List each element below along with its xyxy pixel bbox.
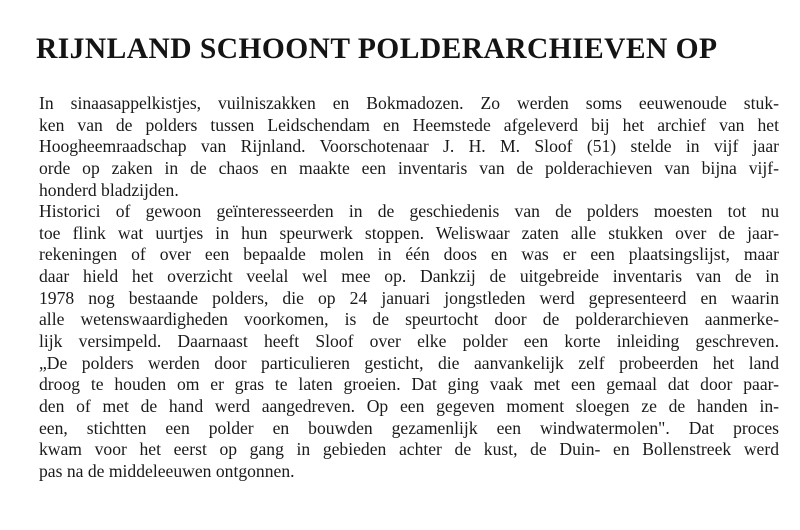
article-line: rekeningen of over een bepaalde molen in één doos en was er een plaatsingslijst, maar: [39, 244, 779, 265]
article-line: honderd bladzijden.: [39, 179, 179, 200]
article-headline: RIJNLAND SCHOONT POLDERARCHIEVEN OP: [36, 33, 718, 65]
article-line: daar hield het overzicht veelal wel mee op. Dankzij de uitgebreide inventaris van de in: [39, 266, 779, 287]
article-line: ken van de polders tussen Leidschendam en Heemstede afgeleverd bij het archief van het: [39, 114, 779, 135]
article-line: 1978 nog bestaande polders, die op 24 januari jongstleden werd gepresenteerd en waarin: [39, 287, 779, 308]
article-line: Historici of gewoon geïnteresseerden in de geschiedenis van de polders moesten tot nu: [39, 201, 779, 222]
article-line: lijk versimpeld. Daarnaast heeft Sloof over elke polder een korte inleiding geschreven.: [39, 331, 779, 352]
article-line: „De polders werden door particulieren gesticht, die aanvankelijk zelf probeerden het land: [39, 352, 779, 373]
article-line: droog te houden om er gras te laten groeien. Dat ging vaak met een gemaal dat door paar-: [39, 374, 779, 395]
article-line: In sinaasappelkistjes, vuilniszakken en Bokmadozen. Zo werden soms eeuwenoude stuk-: [39, 93, 779, 113]
article-body: [39, 93, 779, 483]
article-line: toe flink wat uurtjes in hun speurwerk stoppen. Weliswaar zaten alle stukken over de jaar-: [39, 222, 779, 243]
article-line: een, stichtten een polder en bouwden gezamenlijk een windwatermolen". Dat proces: [39, 417, 779, 438]
article-line: pas na de middeleeuwen ontgonnen.: [39, 460, 295, 481]
article-line: den of met de hand werd aangedreven. Op een gegeven moment sloegen ze de handen in-: [39, 395, 779, 416]
article-line: orde op zaken in de chaos en maakte een inventaris van de polderachieven van bijna vijf-: [39, 157, 779, 178]
article-line: kwam voor het eerst op gang in gebieden achter de kust, de Duin- en Bollenstreek werd: [39, 439, 779, 460]
article-line: alle wetenswaardigheden voorkomen, is de speurtocht door de polderarchieven aanmerke-: [39, 309, 779, 330]
article-line: Hoogheemraadschap van Rijnland. Voorschotenaar J. H. M. Sloof (51) stelde in vijf jaar: [39, 136, 779, 157]
